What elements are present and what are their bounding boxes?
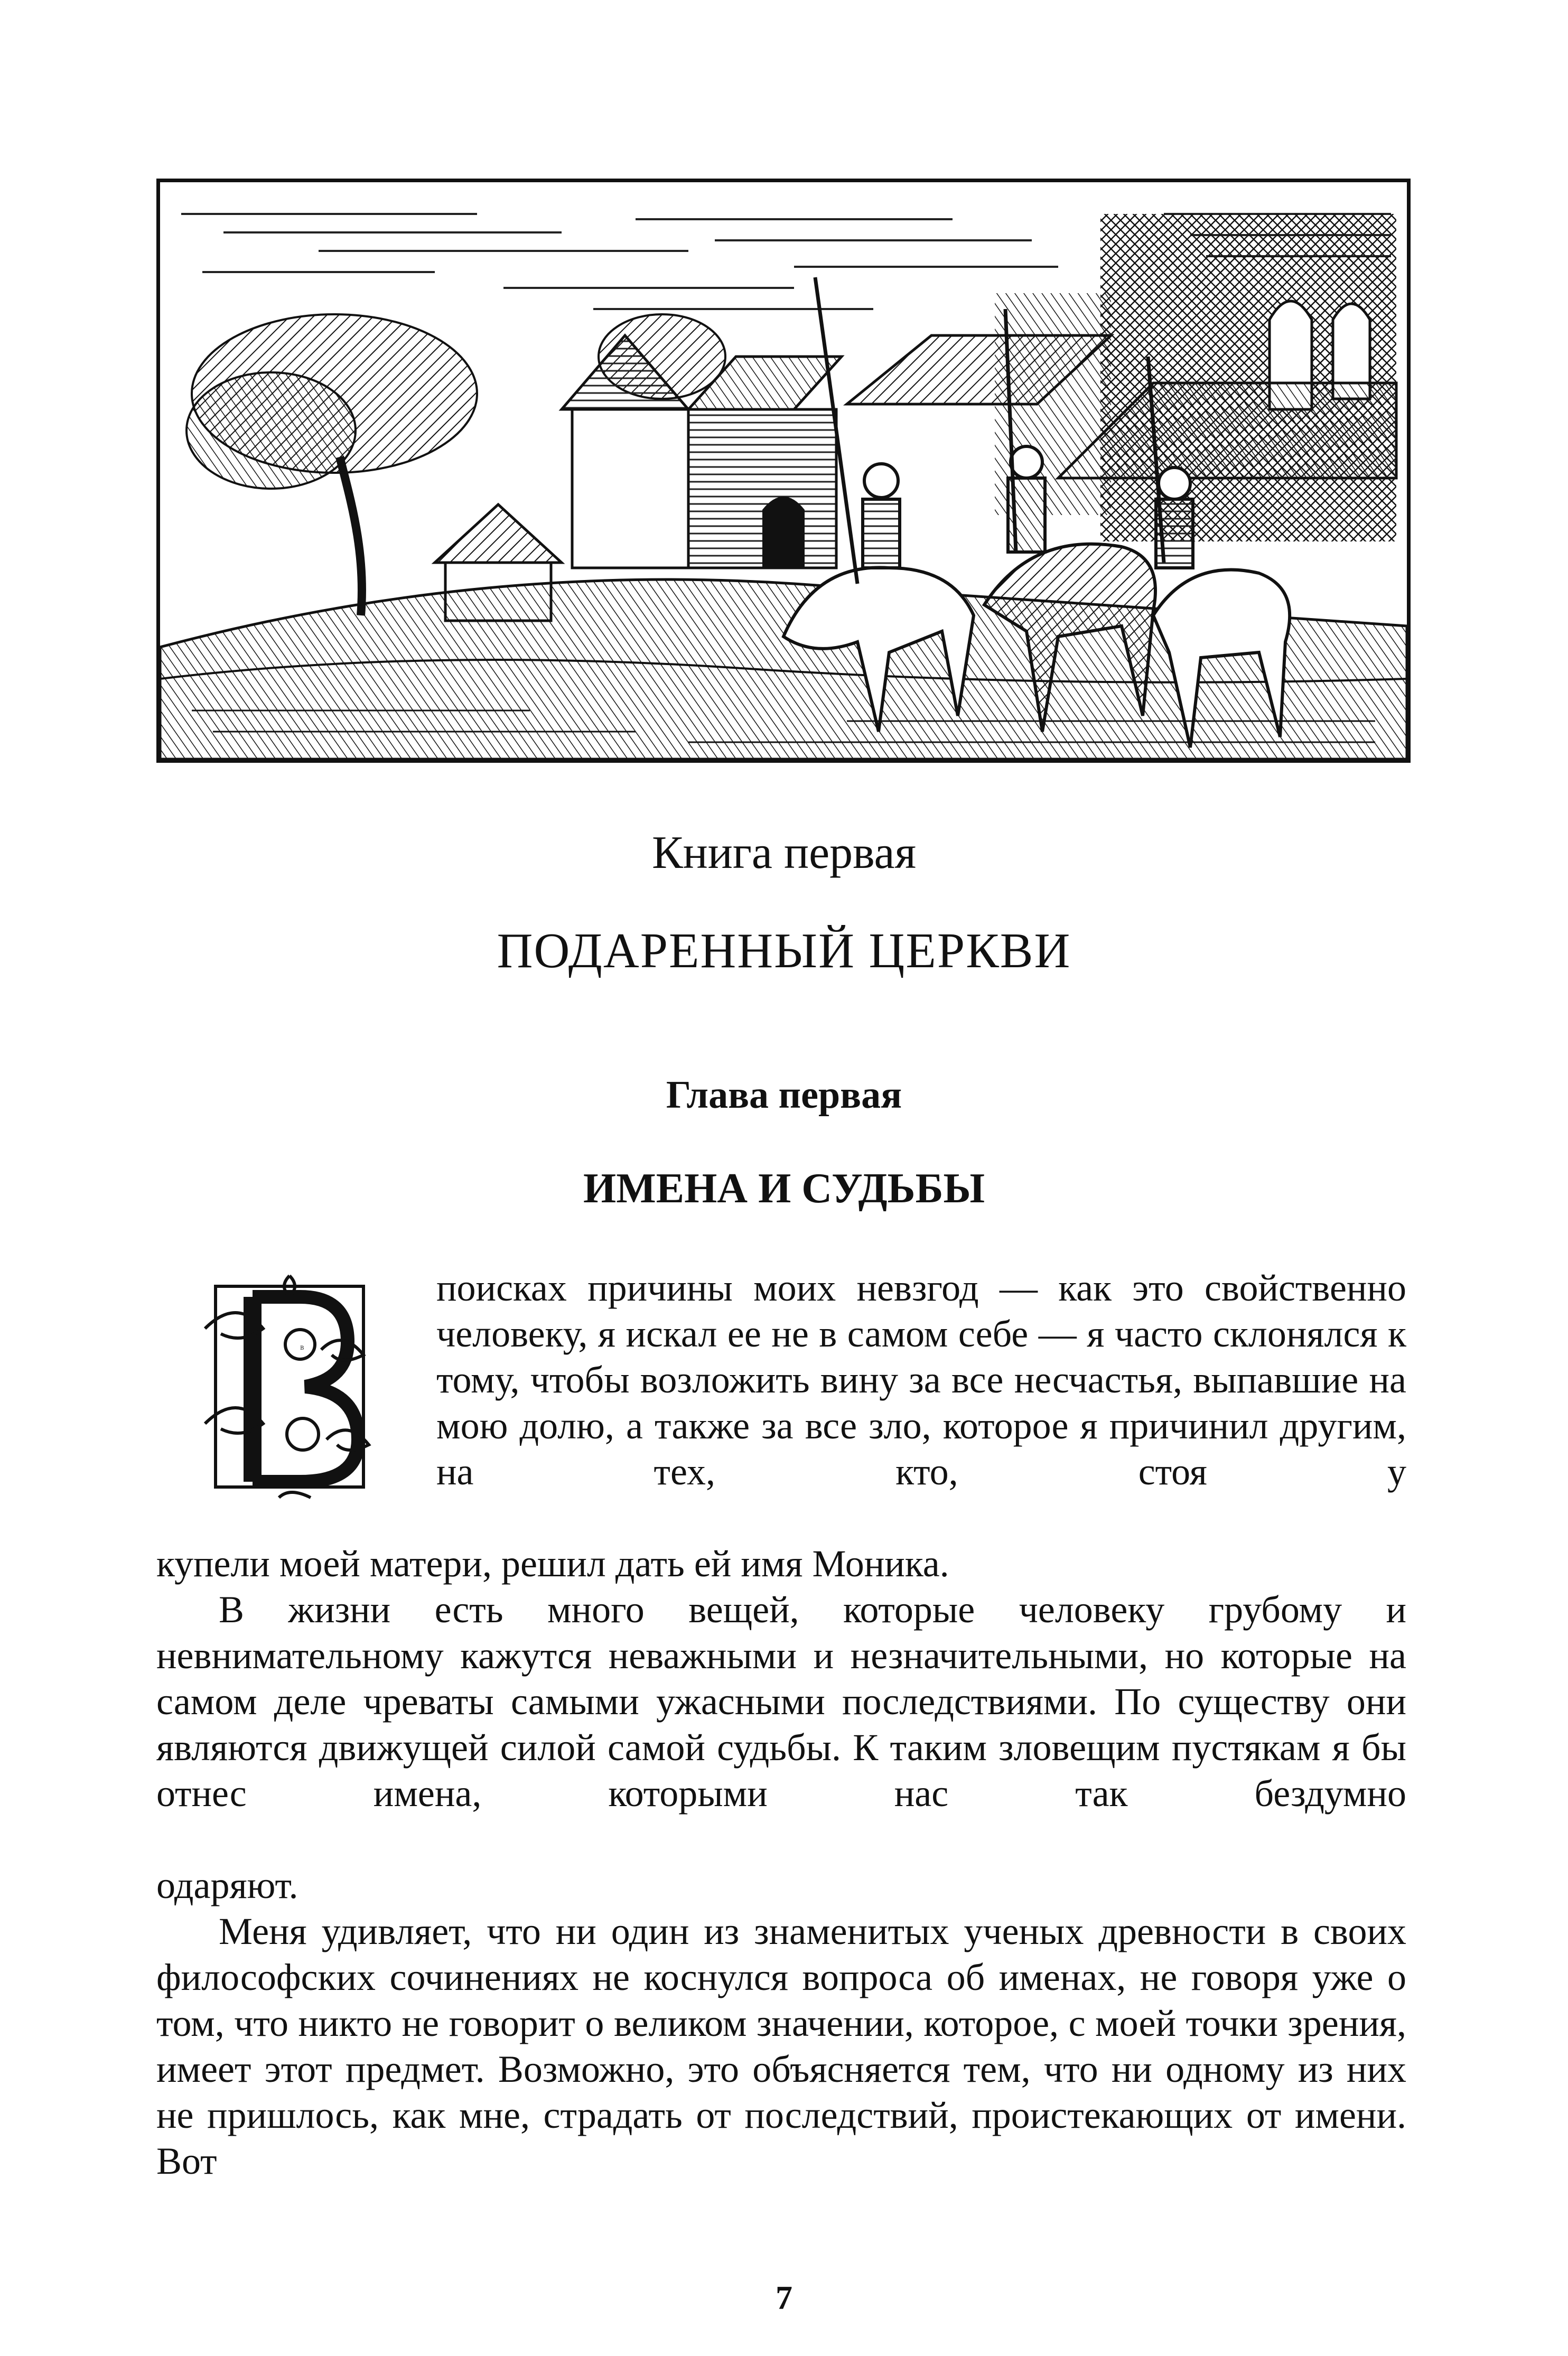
paragraph-2: В жизни есть много вещей, которые человеку грубому и невнимательному кажутся неважными и незначительными, но которые на самом деле чреваты самыми ужасными последствиями. По существу они являются движущей силой самой судьбы. К таким зловещим пустякам я бы отнес имена, которыми нас так бездумно	[156, 1588, 1406, 1815]
engraving-illustration	[156, 179, 1411, 763]
drop-cap-letter	[194, 1265, 385, 1513]
book-label: Книга первая	[651, 827, 917, 878]
chapter-title: ИМЕНА И СУДЬБЫ	[583, 1165, 985, 1212]
svg-text:В: В	[300, 1345, 304, 1351]
chapter-label: Глава первая	[666, 1073, 902, 1117]
paragraph-1-last-line: купели моей матери, решил дать ей имя Моника.	[156, 1542, 949, 1585]
ornamental-drop-cap	[194, 1265, 385, 1513]
paragraph-3: Меня удивляет, что ни один из знаменитых ученых древности в своих философских сочинениях не коснулся вопроса об именах, не говоря уже о том, что никто не говорит о великом значении, которое, с моей точки зрения, имеет этот предмет. Возможно, это объясняется тем, что ни одному из них не пришлось, как мне, страдать от последствий, проистекающих от имени. Вот	[156, 1910, 1406, 2182]
paragraph-1: поисках причины моих невзгод — как это свойственно человеку, я искал ее не в самом себе — я часто склонялся к тому, чтобы возложить вину за все несчастья, выпавшие на мою долю, а также за все зло, которое я причинил другим, на тех, кто, стоя у	[436, 1267, 1406, 1493]
book-title: ПОДАРЕННЫЙ ЦЕРКВИ	[497, 923, 1071, 978]
paragraph-2-last-line: одаряют.	[156, 1864, 298, 1906]
page-number: 7	[776, 2279, 792, 2316]
village-knights-engraving	[160, 182, 1407, 759]
